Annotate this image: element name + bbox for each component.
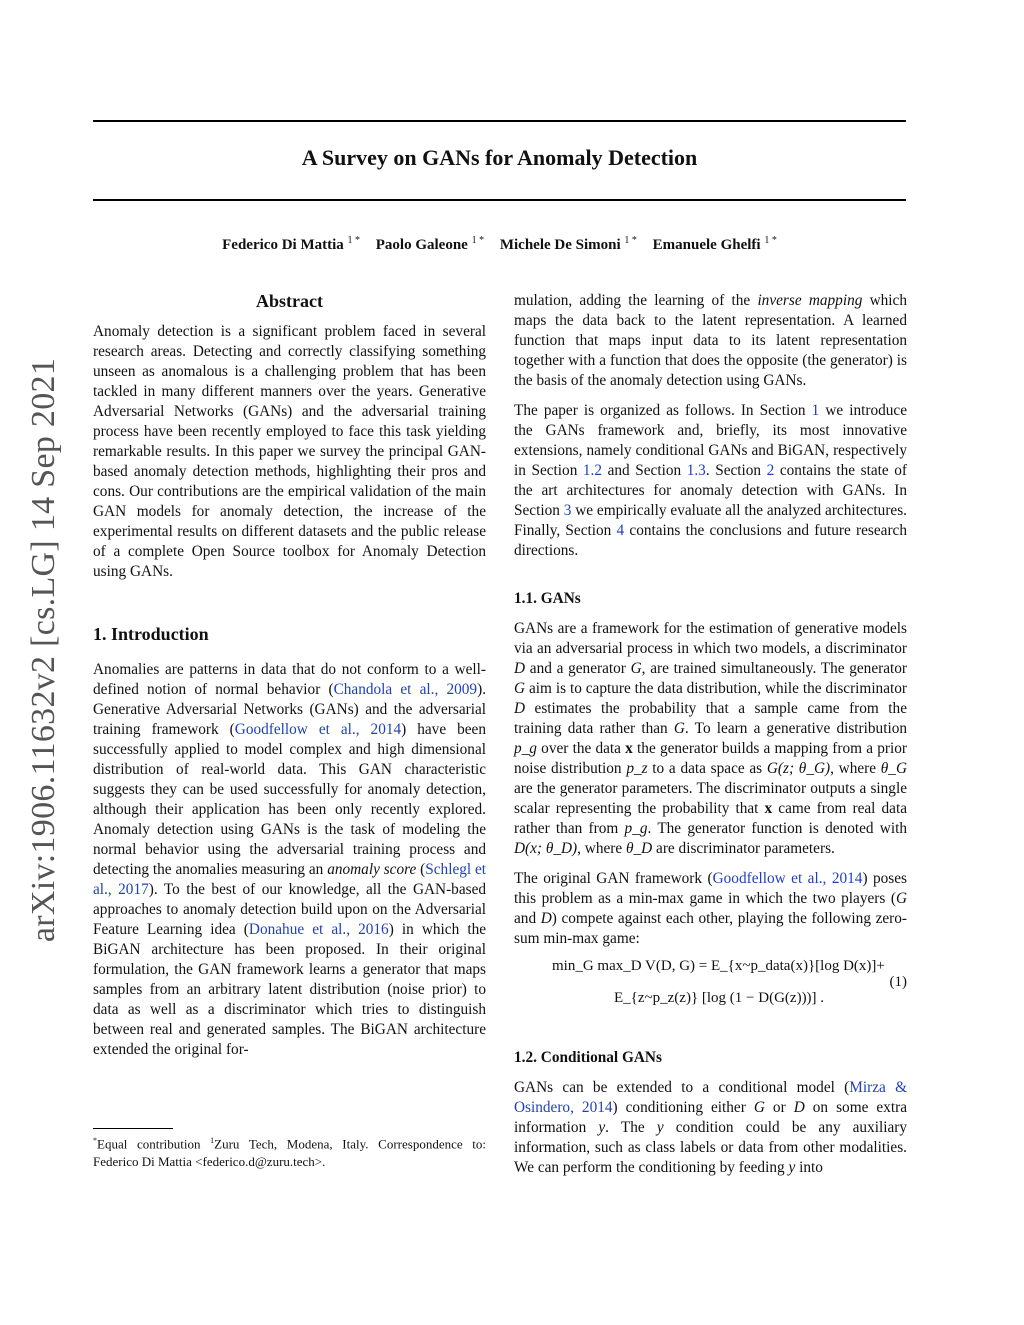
section-ref-link[interactable]: 4 bbox=[616, 522, 625, 539]
title-bottom-rule bbox=[93, 199, 906, 201]
paragraph: The paper is organized as follows. In Section 1 we introduce the GANs framework and, briefly, its most innovative extensions, namely conditional GANs and BiGAN, respectively in Section 1.2 and Section 1.3. Section 2 contains the state of the art architectures for anomaly detection with GANs. In Section 3 we empirically evaluate all the analyzed architectures. Finally, Section 4 contains the conclusions and future research directions. bbox=[514, 402, 907, 559]
section-ref-link[interactable]: 1.2 bbox=[582, 462, 603, 479]
equation-1 bbox=[514, 956, 907, 1020]
paragraph: mulation, adding the learning of the inverse mapping which maps the data back to the latent representation. A learned function that maps input data to its latent representation together with a function that does the opposite (the generator) is the basis of the anomaly detection using GANs. bbox=[514, 292, 907, 389]
abstract-heading: Abstract bbox=[256, 291, 323, 311]
equation-line: E_{z~p_z(z)} [log (1 − D(G(z)))] . bbox=[614, 990, 825, 1006]
footnote: *Equal contribution $^1$Zuru Tech, Modena, Italy. Correspondence to: Federico Di Mattia <federico.d@zuru.tech>. bbox=[93, 1136, 486, 1170]
paper-title: A Survey on GANs for Anomaly Detection bbox=[301, 145, 698, 170]
section-ref-link[interactable]: 2 bbox=[766, 462, 775, 479]
conditional-gans-heading: 1.2. Conditional GANs bbox=[514, 1049, 662, 1066]
author: Federico Di Mattia $^{1 *}$ bbox=[222, 235, 361, 253]
left-column bbox=[93, 290, 486, 1060]
arxiv-identifier[interactable]: arXiv:1906.11632v2 [cs.LG] 14 Sep 2021 bbox=[25, 357, 62, 943]
right-column bbox=[514, 291, 907, 1178]
paragraph: GANs can be extended to a conditional model (Mirza & Osindero, 2014) conditioning either G or D on some extra information y. The y condition could be any auxiliary information, such as class labels or data from other modalities. We can perform the conditioning by feeding y into bbox=[514, 1079, 908, 1176]
citation-link[interactable]: Donahue et al., 2016 bbox=[248, 921, 389, 938]
section-ref-link[interactable]: 1.3 bbox=[686, 462, 706, 479]
citation-link[interactable]: Goodfellow et al., 2014 bbox=[234, 721, 402, 738]
author: Michele De Simoni $^{1 *}$ bbox=[499, 235, 637, 253]
top-rule bbox=[93, 120, 906, 122]
paragraph: GANs are a framework for the estimation of generative models via an adversarial process in which two models, a discriminator D and a generator G, are trained simultaneously. The generator G aim is to capture the data distribution, while the discriminator D estimates the probability that a sample came from the training data rather than G. To learn a generative distribution p_g over the data x the generator builds a mapping from a prior noise distribution p_z to a data space as G(z; θ_G), where θ_G are the generator parameters. The discriminator outputs a single scalar representing the probability that x came from real data rather than from p_g. The generator function is denoted with D(x; θ_D), where θ_D are discriminator parameters. bbox=[514, 620, 907, 857]
abstract-text: Anomaly detection is a significant problem faced in several research areas. Detecting and correctly classifying something unseen as anomalous is a challenging problem that has been tackled in many different manners over the years. Generative Adversarial Networks (GANs) and the adversarial training process have been recently employed to face this task yielding remarkable results. In this paper we survey the principal GAN-based anomaly detection methods, highlighting their pros and cons. Our contributions are the empirical validation of the main GAN models for anomaly detection, the increase of the experimental results on different datasets and the public release of a complete Open Source toolbox for Anomaly Detection using GANs. bbox=[93, 323, 486, 580]
citation-link[interactable]: Chandola et al., 2009 bbox=[333, 681, 478, 698]
equation-number: (1) bbox=[889, 974, 907, 990]
paragraph: The original GAN framework (Goodfellow et al., 2014) poses this problem as a min-max game in which the two players (G and D) compete against each other, playing the following zero-sum min-max game: bbox=[514, 870, 907, 947]
gans-heading: 1.1. GANs bbox=[514, 590, 581, 607]
footnote-rule bbox=[93, 1128, 173, 1129]
author: Emanuele Ghelfi $^{1 *}$ bbox=[652, 235, 777, 253]
introduction-heading: 1. Introduction bbox=[93, 624, 209, 644]
author-list bbox=[93, 235, 906, 254]
section-ref-link[interactable]: 3 bbox=[563, 502, 572, 519]
citation-link[interactable]: Mirza & Osindero, 2014 bbox=[514, 1079, 907, 1116]
introduction-paragraph: Anomalies are patterns in data that do not conform to a well-defined notion of normal behavior (Chandola et al., 2009). Generative Adversarial Networks (GANs) and the adversarial training framework (Goodfellow et al., 2014) have been successfully applied to model complex and high dimensional distribution of real-world data. This GAN characteristic suggests they can be used successfully for anomaly detection, although their application has been only recently explored. Anomaly detection using GANs is the task of modeling the normal behavior using the adversarial training process and detecting the anomalies measuring an anomaly score (Schlegl et al., 2017). To the best of our knowledge, all the GAN-based approaches to anomaly detection build upon on the Adversarial Feature Learning idea (Donahue et al., 2016) in which the BiGAN architecture has been proposed. In their original formulation, the GAN framework learns a generator that maps samples from an arbitrary latent distribution (noise prior) to data as well as a discriminator which tries to distinguish between real and generated samples. The BiGAN architecture extended the original for- bbox=[93, 661, 487, 1058]
citation-link[interactable]: Schlegl et al., 2017 bbox=[93, 861, 487, 898]
author: Paolo Galeone $^{1 *}$ bbox=[375, 235, 485, 253]
equation-line: min_G max_D V(D, G) = E_{x~p_data(x)}[log D(x)]+ bbox=[552, 958, 885, 974]
citation-link[interactable]: Goodfellow et al., 2014 bbox=[712, 870, 863, 887]
section-ref-link[interactable]: 1 bbox=[811, 402, 820, 419]
